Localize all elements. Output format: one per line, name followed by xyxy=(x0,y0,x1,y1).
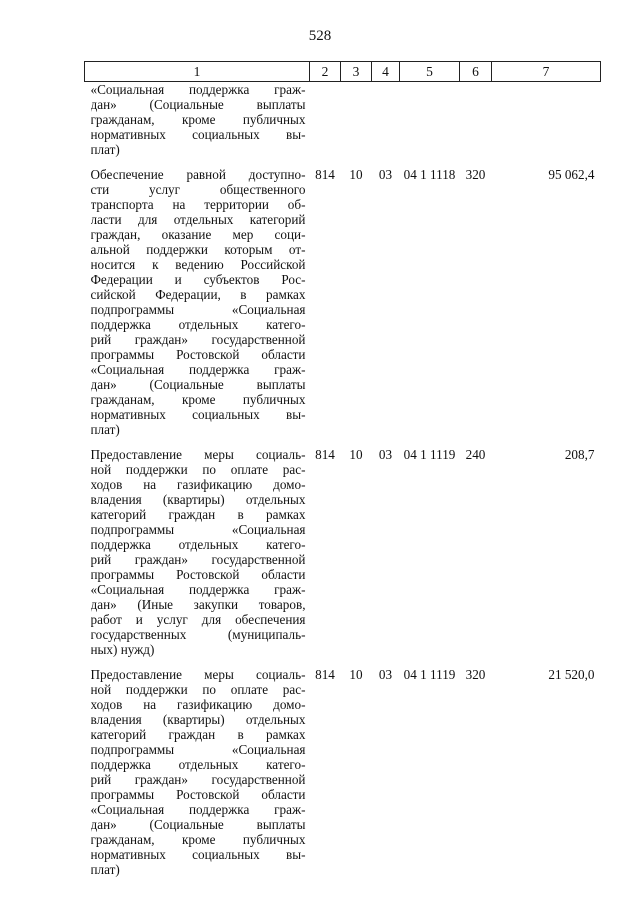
section-code: 10 xyxy=(349,167,363,182)
expense-type-code: 320 xyxy=(465,667,486,682)
column-header: 1 xyxy=(85,62,310,82)
amount: 208,7 xyxy=(564,447,595,462)
description-line: дан» (Иные закупки товаров, xyxy=(90,597,306,612)
description-line: носится к ведению Российской xyxy=(90,257,306,272)
row-spacer-cell xyxy=(85,437,601,447)
row-spacer xyxy=(85,437,601,447)
description-line: плат) xyxy=(90,142,120,157)
table-header-row xyxy=(85,62,601,82)
section-code: 10 xyxy=(349,667,363,682)
description-line: нормативных социальных вы- xyxy=(90,407,306,422)
description-line: программы Ростовской области xyxy=(90,567,306,582)
column-header: 6 xyxy=(460,62,492,82)
description-line: владения (квартиры) отдельных xyxy=(90,492,306,507)
description-line: программы Ростовской области xyxy=(90,347,306,362)
description-line: ходов на газификацию домо- xyxy=(90,697,306,712)
column-header: 3 xyxy=(341,62,372,82)
description-line: ной поддержки по оплате рас- xyxy=(90,682,306,697)
description-line: альной поддержки которым от- xyxy=(90,242,306,257)
description-line: сти услуг общественного xyxy=(90,182,306,197)
description-line: рий граждан» государственной xyxy=(90,552,306,567)
description-line: плат) xyxy=(90,862,120,877)
ministry-code xyxy=(310,82,341,158)
description-line: дан» (Социальные выплаты xyxy=(90,377,306,392)
description-line: Обеспечение равной доступно- xyxy=(90,167,306,182)
table-row xyxy=(85,447,601,657)
row-spacer-cell xyxy=(85,657,601,667)
description-line: ходов на газификацию домо- xyxy=(90,477,306,492)
section-code xyxy=(341,82,372,158)
description-line: граждан, оказание мер соци- xyxy=(90,227,306,242)
description-line: «Социальная поддержка граж- xyxy=(90,362,306,377)
row-description xyxy=(85,82,310,158)
section-code: 10 xyxy=(349,447,363,462)
description-line: гражданам, кроме публичных xyxy=(90,392,306,407)
expense-type-code: 320 xyxy=(465,167,486,182)
expense-type-code xyxy=(460,82,492,158)
description-line: Предоставление меры социаль- xyxy=(90,667,306,682)
ministry-code: 814 xyxy=(315,447,335,462)
table-row xyxy=(85,167,601,437)
target-article-code: 04 1 1119 xyxy=(403,447,456,462)
target-article-code: 04 1 1118 xyxy=(403,167,456,182)
column-header: 7 xyxy=(492,62,601,82)
description-line: сийской Федерации, в рамках xyxy=(90,287,306,302)
column-header: 2 xyxy=(310,62,341,82)
description-line: Предоставление меры социаль- xyxy=(90,447,306,462)
description-line: ной поддержки по оплате рас- xyxy=(90,462,306,477)
amount xyxy=(492,82,601,158)
subsection-code: 03 xyxy=(378,167,393,182)
description-line: владения (квартиры) отдельных xyxy=(90,712,306,727)
description-line: государственных (муниципаль- xyxy=(90,627,306,642)
description-line: поддержка отдельных катего- xyxy=(90,757,306,772)
description-line: плат) xyxy=(90,422,120,437)
column-header: 5 xyxy=(400,62,460,82)
row-spacer xyxy=(85,657,601,667)
table-row xyxy=(85,82,601,158)
description-line: поддержка отдельных катего- xyxy=(90,317,306,332)
description-line: категорий граждан в рамках xyxy=(90,727,306,742)
description-line: «Социальная поддержка граж- xyxy=(90,82,306,97)
description-line: программы Ростовской области xyxy=(90,787,306,802)
description-line: поддержка отдельных катего- xyxy=(90,537,306,552)
ministry-code: 814 xyxy=(315,667,335,682)
description-line: «Социальная поддержка граж- xyxy=(90,582,306,597)
row-description xyxy=(85,667,310,877)
description-line: категорий граждан в рамках xyxy=(90,507,306,522)
row-description xyxy=(85,167,310,437)
description-line: рий граждан» государственной xyxy=(90,772,306,787)
description-line: транспорта на территории об- xyxy=(90,197,306,212)
column-header: 4 xyxy=(372,62,400,82)
page-number: 528 xyxy=(308,28,332,44)
description-line: ных) нужд) xyxy=(90,642,155,657)
table-body xyxy=(85,82,601,878)
description-line: «Социальная поддержка граж- xyxy=(90,802,306,817)
subsection-code: 03 xyxy=(378,447,393,462)
ministry-code: 814 xyxy=(315,167,335,182)
amount: 95 062,4 xyxy=(548,167,595,182)
description-line: Федерации и субъектов Рос- xyxy=(90,272,306,287)
description-line: дан» (Социальные выплаты xyxy=(90,97,306,112)
description-line: работ и услуг для обеспечения xyxy=(90,612,306,627)
row-spacer-cell xyxy=(85,157,601,167)
row-description xyxy=(85,447,310,657)
description-line: ласти для отдельных категорий xyxy=(90,212,306,227)
table-row xyxy=(85,667,601,877)
expense-type-code: 240 xyxy=(465,447,486,462)
description-line: дан» (Социальные выплаты xyxy=(90,817,306,832)
description-line: подпрограммы «Социальная xyxy=(90,302,306,317)
description-line: подпрограммы «Социальная xyxy=(90,522,306,537)
budget-table xyxy=(84,61,601,877)
description-line: нормативных социальных вы- xyxy=(90,127,306,142)
description-line: рий граждан» государственной xyxy=(90,332,306,347)
subsection-code xyxy=(372,82,400,158)
target-article-code: 04 1 1119 xyxy=(403,667,456,682)
amount: 21 520,0 xyxy=(548,667,595,682)
target-article-code xyxy=(400,82,460,158)
description-line: гражданам, кроме публичных xyxy=(90,832,306,847)
description-line: подпрограммы «Социальная xyxy=(90,742,306,757)
row-spacer xyxy=(85,157,601,167)
description-line: нормативных социальных вы- xyxy=(90,847,306,862)
description-line: гражданам, кроме публичных xyxy=(90,112,306,127)
subsection-code: 03 xyxy=(378,667,393,682)
